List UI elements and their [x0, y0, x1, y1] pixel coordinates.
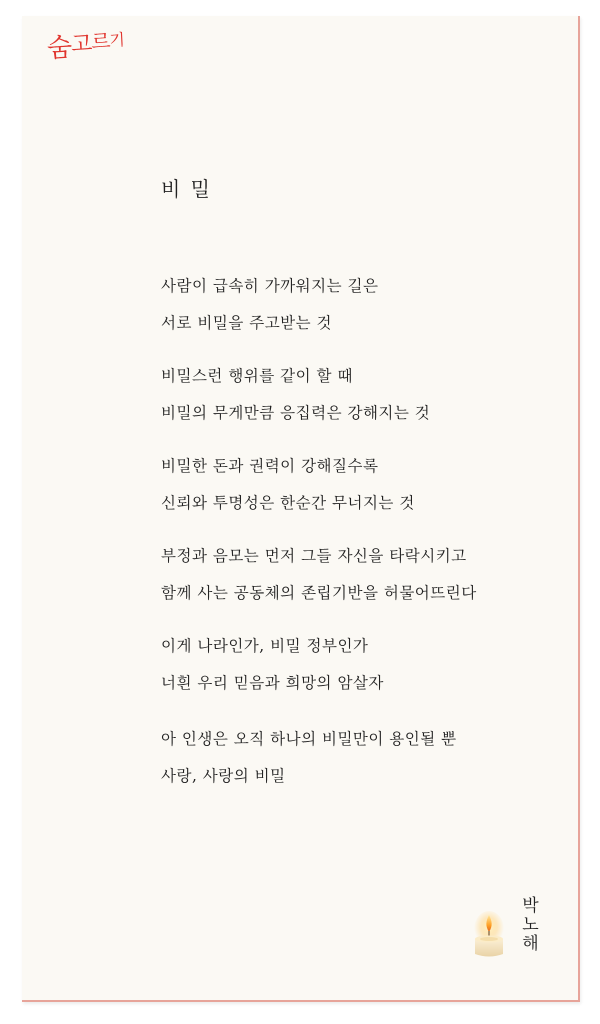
poem-line: 비밀스런 행위를 같이 할 때	[161, 367, 353, 385]
stanza-3	[161, 448, 561, 522]
poem-line: 부정과 음모는 먼저 그들 자신을 타락시키고	[161, 547, 467, 565]
poem-body	[161, 268, 561, 795]
poem-line: 함께 사는 공동체의 존립기반을 허물어뜨린다	[161, 584, 477, 602]
poem-line: 서로 비밀을 주고받는 것	[161, 314, 333, 332]
stanza-1	[161, 268, 561, 342]
poem-line: 너흰 우리 믿음과 희망의 암살자	[161, 674, 384, 692]
poem-line: 아 인생은 오직 하나의 비밀만이 용인될 뿐	[161, 730, 457, 748]
author-signature: 박노해	[518, 896, 538, 953]
poem-line: 사랑, 사랑의 비밀	[161, 767, 286, 785]
poem-line: 사람이 급속히 가까워지는 길은	[161, 277, 379, 295]
poem-line: 신뢰와 투명성은 한순간 무너지는 것	[161, 494, 415, 512]
logo[interactable]	[46, 28, 125, 64]
stanza-5	[161, 628, 561, 702]
poem-card	[22, 16, 580, 1002]
poem-title: 비 밀	[161, 177, 212, 201]
poem-line: 이게 나라인가, 비밀 정부인가	[161, 637, 369, 655]
logo-char-1: 숨	[46, 32, 72, 64]
poem-line: 비밀한 돈과 권력이 강해질수록	[161, 457, 379, 475]
logo-char-4: 기	[108, 29, 125, 50]
stanza-6	[161, 721, 561, 795]
logo-char-2: 고	[70, 31, 92, 58]
stanza-2	[161, 358, 561, 432]
logo-char-3: 르	[90, 28, 111, 54]
candle-icon	[472, 909, 506, 961]
stanza-4	[161, 538, 561, 612]
poem-line: 비밀의 무게만큼 응집력은 강해지는 것	[161, 404, 431, 422]
